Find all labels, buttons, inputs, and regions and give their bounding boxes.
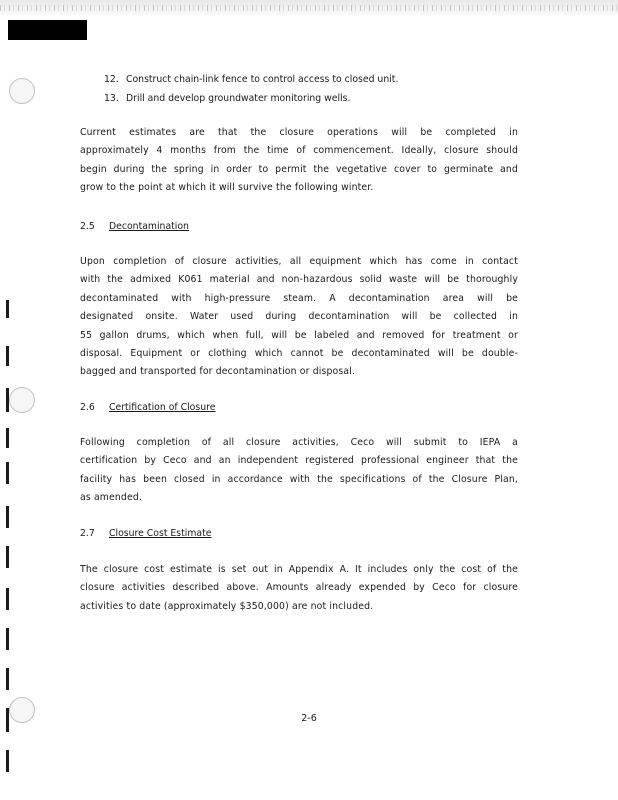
text-line: closure activities described above. Amounts already expended by Ceco for closure	[80, 582, 518, 594]
punch-hole	[9, 78, 35, 104]
text-line: begin during the spring in order to permit the vegetative cover to germinate and	[80, 163, 518, 175]
page-number: 2-6	[301, 713, 317, 724]
list-item-number: 12.	[104, 74, 119, 85]
text-line: facility has been closed in accordance with the specifications of the Closure Plan,	[80, 473, 518, 485]
list-item-text: Drill and develop groundwater monitoring wells.	[126, 93, 351, 104]
section-heading-cost-estimate	[80, 528, 211, 539]
section-title: Closure Cost Estimate	[109, 528, 212, 539]
binding-mark	[6, 388, 9, 412]
section-heading-decontamination	[80, 221, 189, 232]
text-line: with the admixed K061 material and non-hazardous solid waste will be thoroughly	[80, 274, 518, 286]
binding-mark	[6, 346, 9, 366]
text-line: Upon completion of closure activities, all equipment which has come in contact	[80, 256, 518, 267]
paragraph-decontamination	[80, 253, 518, 382]
text-line: The closure cost estimate is set out in Appendix A. It includes only the cost of the	[80, 564, 518, 575]
list-item	[104, 74, 398, 85]
section-title: Decontamination	[109, 221, 189, 232]
text-line: Current estimates are that the closure operations will be completed in	[80, 127, 518, 138]
text-line: approximately 4 months from the time of commencement. Ideally, closure should	[80, 145, 518, 157]
section-number: 2.6	[80, 402, 95, 413]
section-heading-certification	[80, 402, 215, 413]
paragraph-certification	[80, 434, 518, 508]
text-line: 55 gallon drums, which when full, will be labeled and removed for treatment or	[80, 329, 518, 341]
text-line: Following completion of all closure activities, Ceco will submit to IEPA a	[80, 437, 518, 448]
binding-mark	[6, 588, 9, 610]
text-line: grow to the point at which it will survive the following winter.	[80, 182, 374, 194]
paragraph-cost-estimate	[80, 561, 518, 616]
binding-mark	[6, 506, 9, 528]
text-line: disposal. Equipment or clothing which cannot be decontaminated will be double-	[80, 348, 518, 360]
binding-mark	[6, 462, 9, 484]
list-item-number: 13.	[104, 93, 119, 104]
scan-noise	[0, 5, 618, 11]
binding-mark	[6, 546, 9, 568]
section-title: Certification of Closure	[109, 402, 216, 413]
list-item-text: Construct chain-link fence to control access to closed unit.	[126, 74, 399, 85]
text-line: designated onsite. Water used during decontamination will be collected in	[80, 311, 518, 323]
section-number: 2.5	[80, 221, 95, 232]
section-number: 2.7	[80, 528, 95, 539]
binding-mark	[6, 628, 9, 650]
binding-mark	[6, 428, 9, 448]
text-line: as amended.	[80, 492, 142, 504]
paragraph-closure-timing	[80, 124, 518, 198]
text-line: activities to date (approximately $350,000) are not included.	[80, 600, 374, 612]
text-line: certification by Ceco and an independent registered professional engineer that the	[80, 455, 518, 467]
binding-mark	[6, 668, 9, 690]
text-line: bagged and transported for decontamination or disposal.	[80, 366, 356, 378]
text-line: decontaminated with high-pressure steam. A decontamination area will be	[80, 292, 518, 304]
binding-mark	[6, 300, 9, 318]
redaction-box	[8, 20, 87, 40]
punch-hole	[9, 387, 35, 413]
list-item	[104, 93, 350, 104]
binding-mark	[6, 750, 9, 772]
